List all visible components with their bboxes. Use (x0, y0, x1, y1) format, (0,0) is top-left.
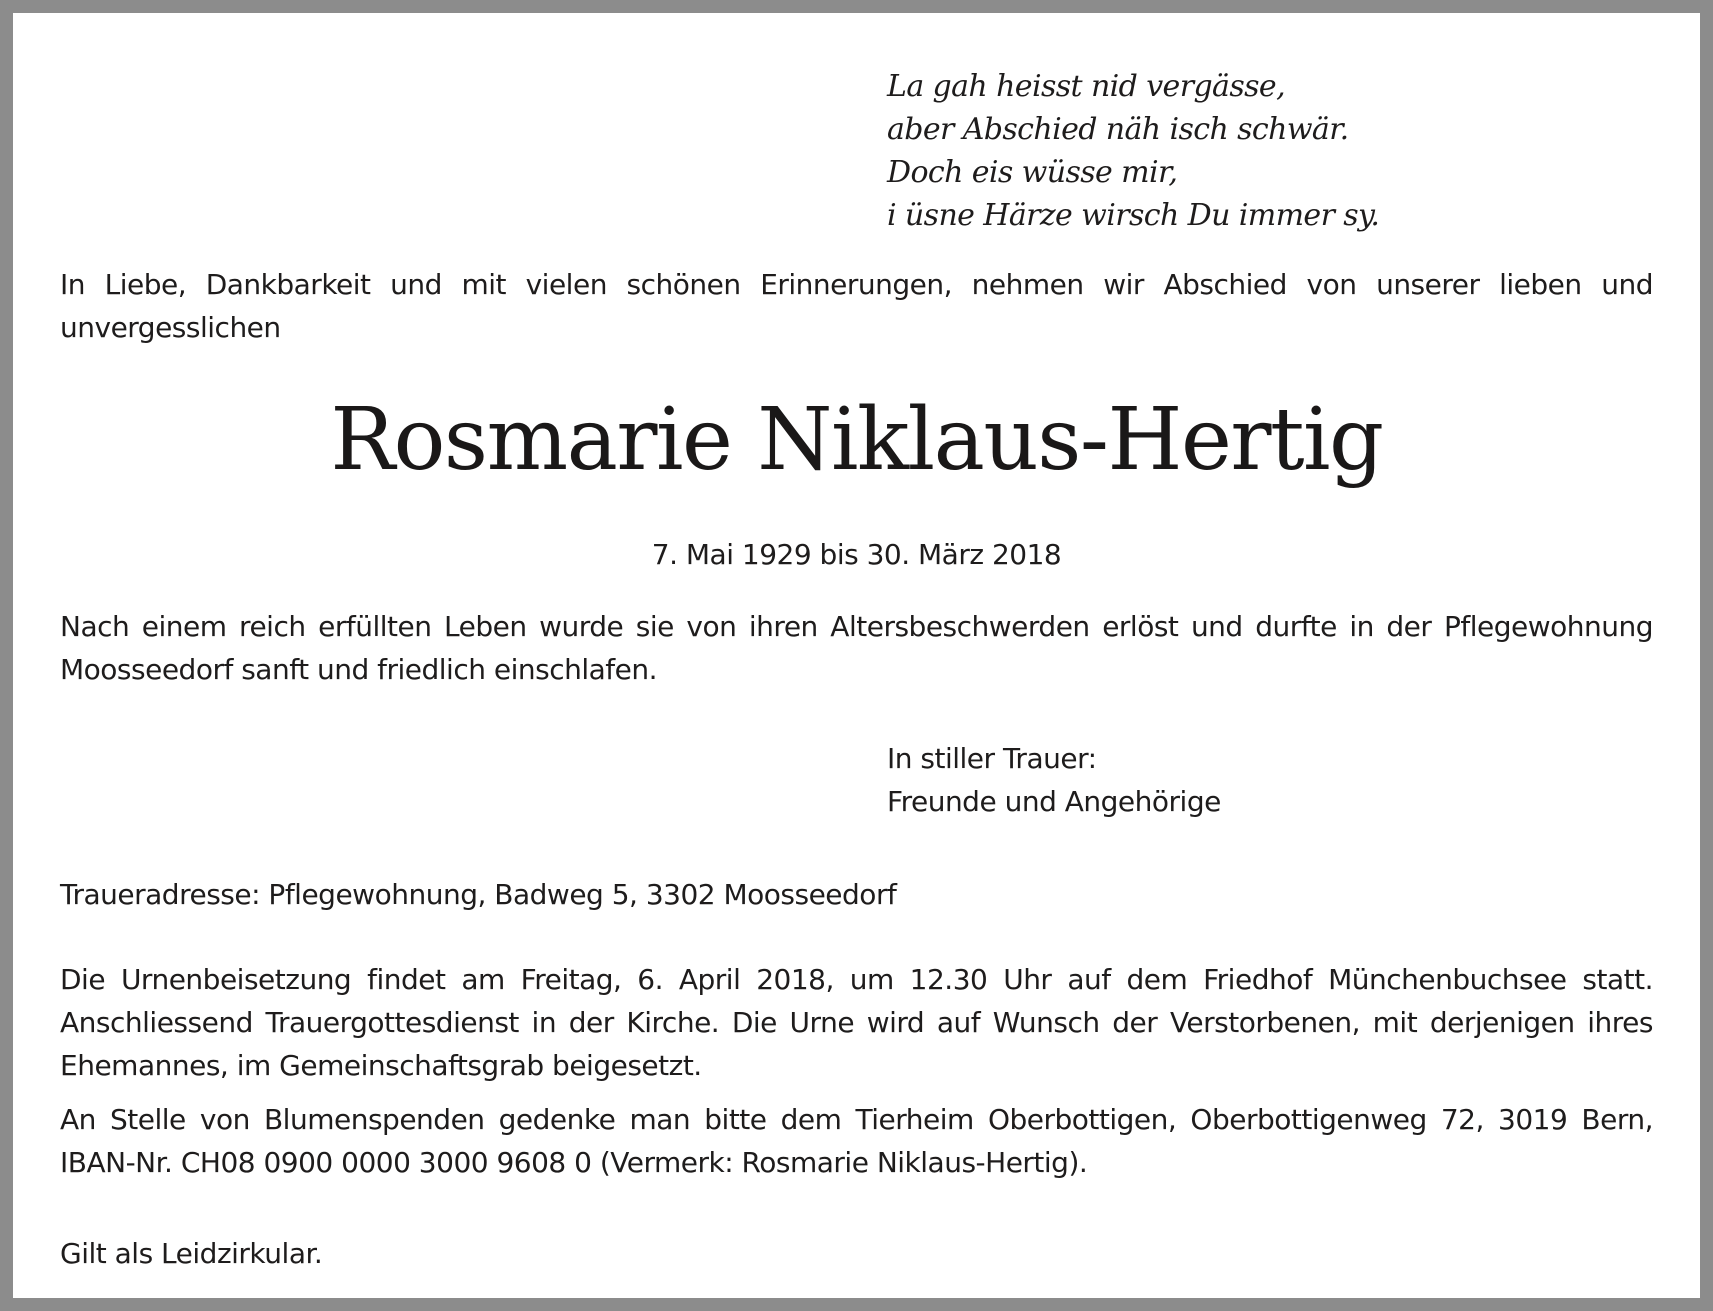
obituary-page (13, 13, 1700, 1298)
life-dates: 7. Mai 1929 bis 30. März 2018 (651, 538, 1062, 571)
burial-text: Die Urnenbeisetzung findet am Freitag, 6. April 2018, um 12.30 Uhr auf dem Friedhof Münchenbuchsee statt. Anschliessend Trauergottesdienst in der Kirche. Die Urne wird auf Wunsch der Verstorbenen, mit derjenigen ihres Ehemannes, im Gemeinschaftsgrab beigesetzt. (60, 963, 1653, 1082)
mourning-block (887, 737, 1221, 823)
intro-text: In Liebe, Dankbarkeit und mit vielen schönen Erinnerungen, nehmen wir Abschied von unserer lieben und unvergesslichen (60, 268, 1653, 344)
poem (887, 65, 1379, 237)
mourning-address: Traueradresse: Pflegewohnung, Badweg 5, 3302 Moosseedorf (60, 878, 897, 911)
closing-text: Gilt als Leidzirkular. (60, 1237, 323, 1270)
mourning-label: In stiller Trauer: (887, 742, 1097, 775)
deceased-name: Rosmarie Niklaus-Hertig (330, 390, 1383, 490)
mourning-signatories: Freunde und Angehörige (887, 785, 1221, 818)
poem-line-2: aber Abschied näh isch schwär. (887, 112, 1349, 147)
poem-line-3: Doch eis wüsse mir, (887, 155, 1178, 190)
poem-line-1: La gah heisst nid vergässe, (887, 69, 1286, 104)
poem-line-4: i üsne Härze wirsch Du immer sy. (887, 198, 1380, 233)
life-text: Nach einem reich erfüllten Leben wurde sie von ihren Altersbeschwerden erlöst und durfte in der Pflegewohnung Moosseedorf sanft und friedlich einschlafen. (60, 610, 1653, 686)
donation-text: An Stelle von Blumenspenden gedenke man bitte dem Tierheim Oberbottigen, Oberbottigenweg 72, 3019 Bern, IBAN-Nr. CH08 0900 0000 3000 9608 0 (Vermerk: Rosmarie Niklaus-Hertig). (60, 1103, 1653, 1179)
